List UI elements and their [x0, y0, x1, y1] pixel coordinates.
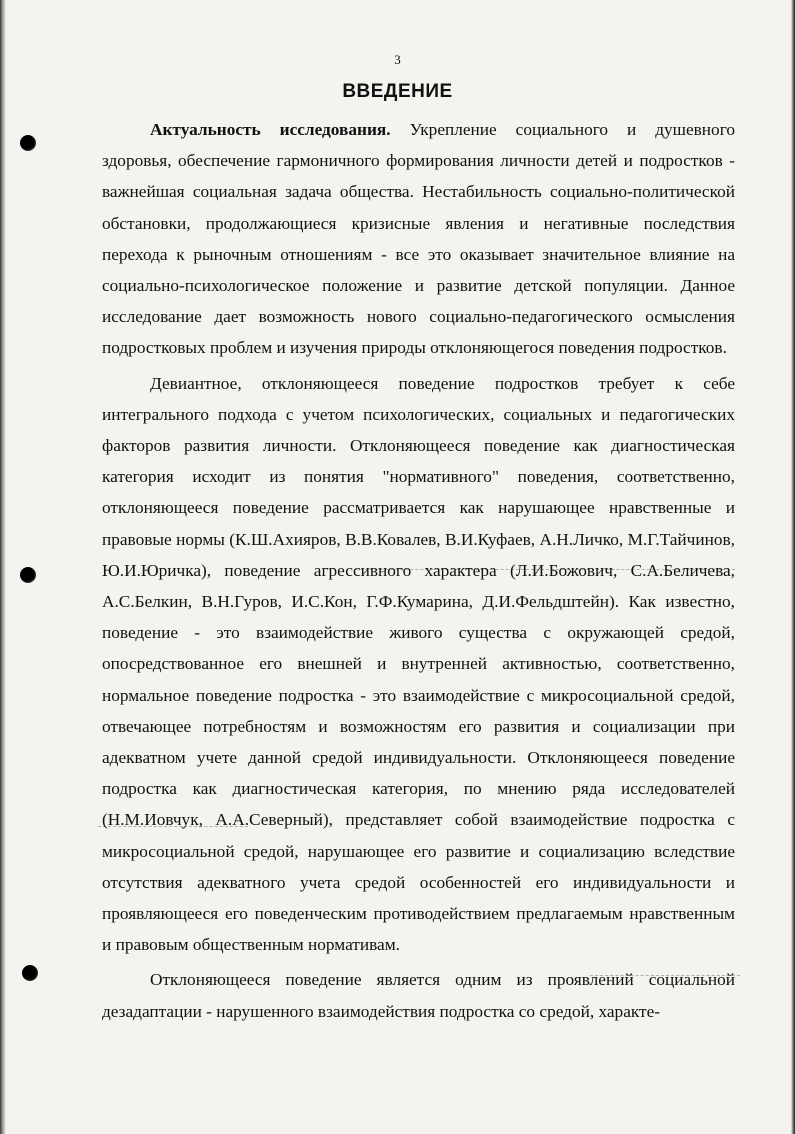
paragraph-social-disadaptation [102, 964, 735, 1026]
paragraph-lead: Актуальность исследования. [150, 120, 391, 139]
scan-edge-left [0, 0, 6, 1134]
paragraph-relevance [102, 114, 735, 364]
paragraph-text: Укрепление социального и душевного здоровья, обеспечение гармоничного формирования личности детей и подростков - важнейшая социальная задача общества. Нестабильность социально-политической обстановки, продолжающиеся кризисные явления и негативные последствия перехода к рыночным отношениям - все это оказывает значительное влияние на социально-психологическое положение и развитие детской популяции. Данное исследование дает возможность нового социально-педагогического осмысления подростковых проблем и изучения природы отклоняющегося поведения подростков. [102, 120, 735, 358]
punch-hole-top [20, 135, 36, 151]
paragraph-deviant-behavior [102, 368, 735, 961]
page-number: 3 [394, 52, 401, 67]
body-text [102, 114, 735, 1031]
punch-hole-bottom [22, 965, 38, 981]
punch-hole-middle [20, 567, 36, 583]
paragraph-text: Девиантное, отклоняющееся поведение подростков требует к себе интегрального подхода с учетом психологических, социальных и педагогических факторов развития личности. Отклоняющееся поведение как диагностическая категория исходит из понятия "нормативного" поведения, соответственно, отклоняющееся поведение рассматривается как нарушающее нравственные и правовые нормы (К.Ш.Ахияров, В.В.Ковалев, В.И.Куфаев, А.Н.Личко, М.Г.Тайчинов, Ю.И.Юричка), поведение агрессивного характера (Л.И.Божович, С.А.Беличева, А.С.Белкин, В.Н.Гуров, И.С.Кон, Г.Ф.Кумарина, Д.И.Фельдштейн). Как известно, поведение - это взаимодействие живого существа с окружающей средой, опосредствованное его внешней и внутренней активностью, соответственно, нормальное поведение подростка - это взаимодействие с микросоциальной средой, отвечающее потребностям и возможностям его развития и социализации при адекватном учете данной средой индивидуальности. Отклоняющееся поведение подростка как диагностическая категория, по мнению ряда исследователей (Н.М.Иовчук, А.А.Северный), представляет собой взаимодействие подростка с микросоциальной средой, нарушающее его развитие и социализацию вследствие отсутствия адекватного учета средой особенностей его индивидуальности и проявляющееся его поведенческим противодействием предлагаемым нравственным и правовым общественным нормативам. [102, 373, 735, 955]
scan-edge-right [791, 0, 795, 1134]
paragraph-text: Отклоняющееся поведение является одним из проявлений социальной дезадаптации - нарушенного взаимодействия подростка со средой, характе- [102, 970, 735, 1021]
page-title: ВВЕДЕНИЕ [342, 81, 453, 102]
